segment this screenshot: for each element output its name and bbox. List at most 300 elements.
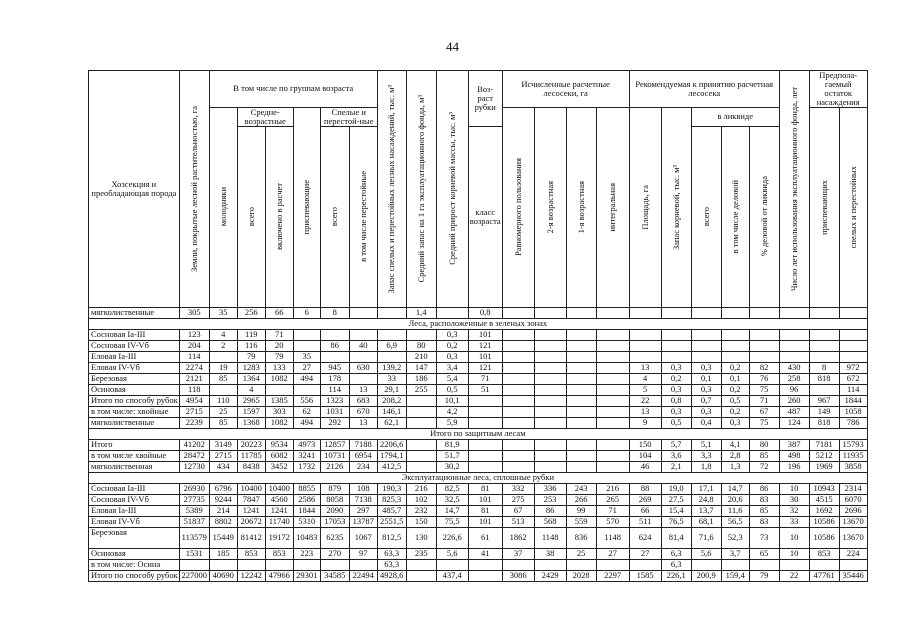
table-cell	[502, 559, 534, 570]
table-cell: 101	[468, 516, 502, 527]
table-cell: 123	[179, 329, 209, 340]
table-cell: 3452	[265, 461, 293, 472]
table-cell: 0,2	[721, 384, 749, 395]
table-cell: 494	[293, 417, 320, 428]
table-cell: 11,6	[721, 505, 749, 516]
age-class-header: класс возраста	[468, 126, 502, 307]
table-cell	[596, 373, 629, 384]
mature-total-header: всего	[320, 126, 349, 307]
liq-total-header: всего	[691, 126, 721, 307]
table-cell: 9244	[209, 494, 237, 505]
table-cell	[293, 384, 320, 395]
table-cell: 214	[209, 505, 237, 516]
row-label: Березовая	[89, 373, 180, 384]
table-row	[89, 384, 868, 395]
table-cell: 62	[293, 406, 320, 417]
mature-header: Спелые и перестой-ные	[320, 107, 377, 126]
table-cell: 196	[779, 461, 809, 472]
table-cell: 2715	[179, 406, 209, 417]
table-cell: 10	[779, 483, 809, 494]
table-cell: 186	[406, 373, 436, 384]
table-cell	[596, 417, 629, 428]
mature-stock-header: Запас спелых и перестойных лесных насаждений, тыс. м³	[377, 71, 406, 308]
cutting-age-header: Воз-раст рубки	[468, 71, 502, 127]
table-cell: 8	[320, 307, 349, 318]
table-cell: 82	[749, 362, 779, 373]
table-cell: 146,1	[377, 406, 406, 417]
table-cell: 25	[209, 406, 237, 417]
table-cell: 116	[237, 340, 265, 351]
row-label: Еловая Ia-III	[89, 505, 180, 516]
table-cell: 40690	[209, 570, 237, 581]
table-cell: 1241	[265, 505, 293, 516]
table-cell	[534, 450, 566, 461]
table-row	[89, 527, 868, 548]
table-cell: 258	[779, 373, 809, 384]
table-cell: 27,5	[661, 494, 691, 505]
table-cell	[265, 384, 293, 395]
table-cell: 513	[502, 516, 534, 527]
forest-stand-table	[88, 70, 868, 582]
table-cell: 85	[749, 450, 779, 461]
table-cell: 498	[779, 450, 809, 461]
table-cell: 6235	[320, 527, 349, 548]
table-cell: 35446	[839, 570, 867, 581]
species-header: Хозсекция и преобладающая порода	[89, 71, 180, 308]
table-cell	[661, 340, 691, 351]
row-label: мягколиственная	[89, 461, 180, 472]
table-cell	[809, 559, 839, 570]
table-cell: 47966	[265, 570, 293, 581]
table-cell: 190,3	[377, 483, 406, 494]
first-age-header: 1-я возрастная	[566, 107, 596, 307]
table-cell: 485,7	[377, 505, 406, 516]
table-cell: 80	[749, 439, 779, 450]
table-cell	[661, 307, 691, 318]
table-cell	[502, 351, 534, 362]
table-cell: 812,5	[377, 527, 406, 548]
table-cell	[468, 439, 502, 450]
table-cell	[534, 329, 566, 340]
table-cell	[209, 351, 237, 362]
table-cell	[721, 307, 749, 318]
table-cell: 10	[779, 548, 809, 559]
table-cell	[468, 406, 502, 417]
table-cell	[406, 559, 436, 570]
table-cell: 1969	[809, 461, 839, 472]
table-row	[89, 307, 868, 318]
table-cell: 2121	[179, 373, 209, 384]
table-cell: 0,3	[661, 362, 691, 373]
table-cell: 10586	[809, 516, 839, 527]
table-cell: 66	[629, 505, 661, 516]
table-cell: 8802	[209, 516, 237, 527]
table-cell: 32,5	[436, 494, 468, 505]
row-label: Березовая	[89, 527, 180, 548]
table-row	[89, 559, 868, 570]
table-cell: 683	[349, 395, 377, 406]
table-cell: 71	[596, 505, 629, 516]
table-cell: 818	[809, 417, 839, 428]
table-cell: 853	[809, 548, 839, 559]
table-cell: 5212	[809, 450, 839, 461]
table-cell: 114	[179, 351, 209, 362]
table-cell: 29301	[293, 570, 320, 581]
row-label: Итого по способу рубок	[89, 395, 180, 406]
table-cell: 12857	[320, 439, 349, 450]
table-cell: 1323	[320, 395, 349, 406]
table-cell: 243	[566, 483, 596, 494]
row-label: Сосновая IV-Vб	[89, 340, 180, 351]
table-cell: 20672	[237, 516, 265, 527]
table-cell: 836	[566, 527, 596, 548]
section-title: Леса, расположенные в зеленых зонах	[89, 318, 868, 329]
table-cell	[320, 351, 349, 362]
table-cell: 32	[779, 505, 809, 516]
table-cell: 19,0	[661, 483, 691, 494]
table-cell: 972	[839, 362, 867, 373]
table-cell: 624	[629, 527, 661, 548]
table-cell: 101	[468, 494, 502, 505]
table-cell	[406, 329, 436, 340]
table-cell: 61	[468, 527, 502, 548]
table-cell: 5,9	[436, 417, 468, 428]
area-ha-header: Площадь, га	[629, 107, 661, 307]
table-cell: 149	[809, 406, 839, 417]
table-cell: 672	[839, 373, 867, 384]
table-cell: 266	[566, 494, 596, 505]
table-row	[89, 494, 868, 505]
table-cell: 13670	[839, 516, 867, 527]
table-cell	[721, 351, 749, 362]
table-cell: 879	[320, 483, 349, 494]
table-cell	[566, 461, 596, 472]
table-cell: 434	[209, 461, 237, 472]
table-cell	[691, 340, 721, 351]
table-cell: 3,4	[436, 362, 468, 373]
table-cell: 200,9	[691, 570, 721, 581]
table-cell: 62,1	[377, 417, 406, 428]
table-cell: 22	[779, 570, 809, 581]
table-cell: 216	[596, 483, 629, 494]
table-row	[89, 340, 868, 351]
table-cell	[534, 439, 566, 450]
table-cell: 270	[320, 548, 349, 559]
table-cell	[566, 307, 596, 318]
table-cell: 0,3	[436, 351, 468, 362]
table-cell: 387	[779, 439, 809, 450]
table-cell: 20223	[237, 439, 265, 450]
table-cell: 5310	[293, 516, 320, 527]
table-cell: 0,7	[691, 395, 721, 406]
table-cell: 0,8	[661, 395, 691, 406]
table-cell: 8058	[320, 494, 349, 505]
table-cell	[596, 307, 629, 318]
table-row	[89, 516, 868, 527]
table-cell: 0,3	[436, 329, 468, 340]
table-cell	[502, 307, 534, 318]
table-cell: 0,1	[721, 373, 749, 384]
table-cell	[534, 417, 566, 428]
table-cell: 2126	[320, 461, 349, 472]
table-cell: 19	[209, 362, 237, 373]
mature-overmature-header: в том числе перестойные	[349, 126, 377, 307]
row-label: Сосновая Ia-III	[89, 483, 180, 494]
table-cell	[534, 351, 566, 362]
age-groups-header: В том числе по группам возраста	[209, 71, 377, 108]
table-cell	[468, 570, 502, 581]
table-cell: 104	[629, 450, 661, 461]
table-cell: 86	[534, 505, 566, 516]
table-cell: 2429	[534, 570, 566, 581]
table-cell: 0,5	[661, 417, 691, 428]
table-cell: 2,1	[661, 461, 691, 472]
table-cell: 227000	[179, 570, 209, 581]
table-cell: 6,3	[661, 559, 691, 570]
table-cell: 3086	[502, 570, 534, 581]
table-cell: 28472	[179, 450, 209, 461]
table-cell: 223	[293, 548, 320, 559]
table-cell: 13	[349, 417, 377, 428]
table-cell: 1148	[596, 527, 629, 548]
table-cell: 10,1	[436, 395, 468, 406]
table-cell	[809, 340, 839, 351]
table-cell: 6954	[349, 450, 377, 461]
section-row	[89, 428, 868, 439]
table-cell: 102	[406, 494, 436, 505]
table-cell: 305	[179, 307, 209, 318]
table-cell: 511	[629, 516, 661, 527]
row-label: Сосновая Ia-III	[89, 329, 180, 340]
table-cell	[691, 329, 721, 340]
section-row	[89, 472, 868, 483]
table-cell: 1692	[809, 505, 839, 516]
table-cell: 33	[779, 516, 809, 527]
liquid-header: в ликвиде	[691, 107, 779, 126]
table-cell: 2,8	[721, 450, 749, 461]
table-cell	[566, 362, 596, 373]
row-label: Итого	[89, 439, 180, 450]
table-cell: 5,6	[436, 548, 468, 559]
table-cell: 0,8	[468, 307, 502, 318]
table-row	[89, 461, 868, 472]
table-cell: 20	[265, 340, 293, 351]
table-cell: 75	[749, 417, 779, 428]
table-cell: 8	[809, 362, 839, 373]
table-cell: 1385	[265, 395, 293, 406]
table-cell	[839, 559, 867, 570]
table-cell: 81,4	[661, 527, 691, 548]
table-cell	[661, 329, 691, 340]
table-cell: 4928,6	[377, 570, 406, 581]
table-cell: 83	[749, 494, 779, 505]
table-cell	[534, 406, 566, 417]
table-cell: 1058	[839, 406, 867, 417]
table-cell	[809, 351, 839, 362]
table-cell	[534, 373, 566, 384]
table-cell	[468, 450, 502, 461]
table-cell: 35	[209, 307, 237, 318]
second-age-header: 2-я возрастная	[534, 107, 566, 307]
table-cell: 0,2	[436, 340, 468, 351]
table-cell: 86	[749, 483, 779, 494]
table-cell: 25	[566, 548, 596, 559]
table-cell: 1,4	[406, 307, 436, 318]
table-cell	[839, 329, 867, 340]
table-cell	[721, 329, 749, 340]
table-cell: 66	[265, 307, 293, 318]
table-cell	[406, 395, 436, 406]
table-cell	[691, 559, 721, 570]
table-cell: 51,7	[436, 450, 468, 461]
table-cell: 82,5	[436, 483, 468, 494]
table-cell: 178	[320, 373, 349, 384]
table-cell	[502, 406, 534, 417]
table-cell: 1844	[839, 395, 867, 406]
table-cell: 35	[293, 351, 320, 362]
table-cell: 85	[209, 417, 237, 428]
table-cell: 5,1	[691, 439, 721, 450]
table-cell	[534, 384, 566, 395]
table-cell: 1,3	[721, 461, 749, 472]
table-cell: 269	[629, 494, 661, 505]
table-cell: 235	[406, 548, 436, 559]
table-cell: 13	[349, 384, 377, 395]
table-cell: 3241	[293, 450, 320, 461]
table-cell: 0,3	[661, 384, 691, 395]
table-cell: 71	[265, 329, 293, 340]
table-cell: 63,3	[377, 548, 406, 559]
table-cell: 71,6	[691, 527, 721, 548]
table-cell	[596, 461, 629, 472]
table-cell: 256	[237, 307, 265, 318]
table-cell: 11935	[839, 450, 867, 461]
table-cell: 336	[534, 483, 566, 494]
table-cell	[839, 340, 867, 351]
table-cell: 15449	[209, 527, 237, 548]
recommended-header: Рекомендуемая к принятию расчетная лесосека	[629, 71, 779, 108]
table-cell	[596, 395, 629, 406]
table-cell: 5389	[179, 505, 209, 516]
table-cell: 2551,5	[377, 516, 406, 527]
table-cell: 81	[468, 505, 502, 516]
table-cell: 2696	[839, 505, 867, 516]
table-cell: 14,7	[436, 505, 468, 516]
forest-area-header: Земли, покрытые лесной растительностью, га	[179, 71, 209, 308]
table-cell: 7138	[349, 494, 377, 505]
table-cell: 559	[566, 516, 596, 527]
table-cell: 47761	[809, 570, 839, 581]
table-cell: 97	[349, 548, 377, 559]
table-cell: 76	[749, 373, 779, 384]
table-cell	[809, 329, 839, 340]
table-body	[89, 307, 868, 581]
table-cell: 1364	[237, 373, 265, 384]
table-cell: 4	[629, 373, 661, 384]
table-cell	[502, 450, 534, 461]
table-cell: 6	[293, 307, 320, 318]
table-cell: 437,4	[436, 570, 468, 581]
table-cell: 12242	[237, 570, 265, 581]
table-cell: 556	[293, 395, 320, 406]
table-cell	[779, 351, 809, 362]
table-cell: 945	[320, 362, 349, 373]
table-cell: 7847	[237, 494, 265, 505]
table-cell: 253	[534, 494, 566, 505]
table-cell	[293, 340, 320, 351]
table-cell: 118	[179, 384, 209, 395]
table-cell: 9534	[265, 439, 293, 450]
table-cell	[596, 450, 629, 461]
table-cell: 1732	[293, 461, 320, 472]
table-cell: 12730	[179, 461, 209, 472]
young-header: молодняки	[209, 107, 237, 307]
integral-header: интегральная	[596, 107, 629, 307]
table-cell	[406, 450, 436, 461]
table-cell: 15,4	[661, 505, 691, 516]
row-label: Осиновая	[89, 384, 180, 395]
table-cell: 121	[468, 340, 502, 351]
middle-aged-header: Средне-возрастные	[237, 107, 293, 126]
table-cell: 81	[468, 483, 502, 494]
table-cell: 275	[502, 494, 534, 505]
table-cell	[566, 329, 596, 340]
table-cell: 2715	[209, 450, 237, 461]
row-label: в том числе: хвойные	[89, 406, 180, 417]
table-cell: 1148	[534, 527, 566, 548]
table-cell: 8438	[237, 461, 265, 472]
table-cell: 63,3	[377, 559, 406, 570]
table-cell: 0,2	[661, 373, 691, 384]
table-cell: 114	[839, 384, 867, 395]
table-cell	[534, 307, 566, 318]
table-cell: 30	[779, 494, 809, 505]
years-use-header: Число лет использования эксплуатационного фонда, лет	[779, 71, 809, 308]
table-cell	[566, 439, 596, 450]
table-cell	[534, 362, 566, 373]
table-cell	[596, 329, 629, 340]
table-cell: 20,6	[721, 494, 749, 505]
table-cell: 0,5	[436, 384, 468, 395]
table-cell: 265	[596, 494, 629, 505]
table-cell: 139,2	[377, 362, 406, 373]
table-cell: 14,7	[721, 483, 749, 494]
table-header	[89, 71, 868, 308]
table-cell: 121	[468, 362, 502, 373]
table-cell: 2586	[293, 494, 320, 505]
table-cell: 150	[406, 516, 436, 527]
table-cell: 1067	[349, 527, 377, 548]
table-cell: 4973	[293, 439, 320, 450]
table-cell: 37	[502, 548, 534, 559]
table-cell: 46	[629, 461, 661, 472]
row-label: мягколиственные	[89, 307, 180, 318]
table-cell	[406, 461, 436, 472]
calc-areas-header: Исчисленные расчетные лесосеки, га	[502, 71, 629, 108]
table-cell: 101	[468, 329, 502, 340]
table-cell	[779, 340, 809, 351]
table-cell	[809, 384, 839, 395]
table-cell: 185	[209, 548, 237, 559]
table-cell: 1031	[320, 406, 349, 417]
table-cell	[749, 559, 779, 570]
table-cell: 6070	[839, 494, 867, 505]
table-cell: 7181	[809, 439, 839, 450]
table-cell: 41	[468, 548, 502, 559]
table-cell	[749, 307, 779, 318]
table-cell: 853	[265, 548, 293, 559]
row-label: мягколиственные	[89, 417, 180, 428]
